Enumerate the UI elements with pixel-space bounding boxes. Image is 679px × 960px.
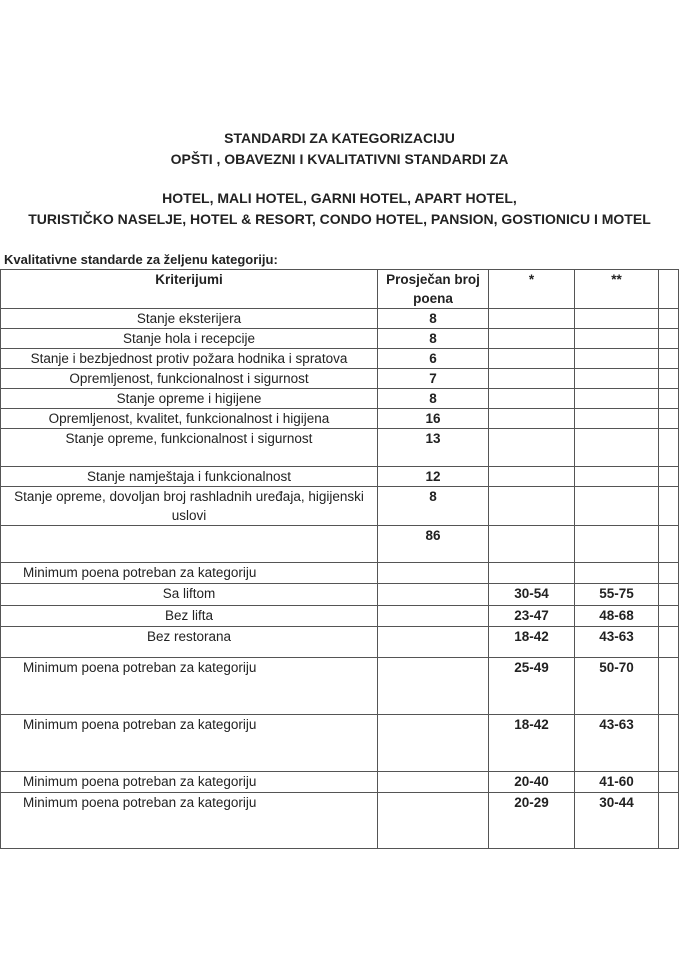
cell bbox=[489, 329, 575, 349]
cell bbox=[575, 309, 659, 329]
cell bbox=[378, 584, 489, 606]
avg-points: 16 bbox=[378, 409, 489, 429]
avg-points: 86 bbox=[378, 526, 489, 563]
doc-title-4: TURISTIČKO NASELJE, HOTEL & RESORT, CONDO HOTEL, PANSION, GOSTIONICU I MOTEL bbox=[28, 211, 651, 227]
header-two-star: ** bbox=[575, 270, 659, 309]
cell bbox=[659, 389, 679, 409]
cell bbox=[378, 772, 489, 793]
cell bbox=[378, 606, 489, 627]
cell bbox=[575, 409, 659, 429]
criterion: Opremljenost, kvalitet, funkcionalnost i higijena bbox=[1, 409, 378, 429]
cell bbox=[659, 309, 679, 329]
cell bbox=[378, 627, 489, 658]
min-criterion: Minimum poena potreban za kategoriju bbox=[1, 793, 378, 849]
criteria-table bbox=[0, 269, 679, 849]
table-row bbox=[1, 526, 679, 563]
table-row bbox=[1, 369, 679, 389]
one-star-range: 20-29 bbox=[489, 793, 575, 849]
one-star-range: 18-42 bbox=[489, 715, 575, 772]
table-row bbox=[1, 487, 679, 526]
avg-points: 13 bbox=[378, 429, 489, 467]
min-criterion: Bez lifta bbox=[1, 606, 378, 627]
cell bbox=[489, 409, 575, 429]
two-star-range: 41-60 bbox=[575, 772, 659, 793]
cell bbox=[575, 526, 659, 563]
cell bbox=[659, 329, 679, 349]
avg-points: 8 bbox=[378, 389, 489, 409]
cell bbox=[659, 349, 679, 369]
cell bbox=[378, 715, 489, 772]
cell bbox=[659, 793, 679, 849]
two-star-range bbox=[575, 563, 659, 584]
cell bbox=[659, 563, 679, 584]
two-star-range: 48-68 bbox=[575, 606, 659, 627]
min-criterion: Bez restorana bbox=[1, 627, 378, 658]
one-star-range: 23-47 bbox=[489, 606, 575, 627]
one-star-range: 18-42 bbox=[489, 627, 575, 658]
avg-points: 8 bbox=[378, 329, 489, 349]
cell bbox=[659, 627, 679, 658]
criterion: Stanje i bezbjednost protiv požara hodnika i spratova bbox=[1, 349, 378, 369]
two-star-range: 55-75 bbox=[575, 584, 659, 606]
table-header bbox=[1, 270, 679, 309]
criterion: Stanje eksterijera bbox=[1, 309, 378, 329]
cell bbox=[378, 658, 489, 715]
two-star-range: 43-63 bbox=[575, 627, 659, 658]
criterion: Stanje opreme, dovoljan broj rashladnih uređaja, higijenski uslovi bbox=[1, 487, 378, 526]
cell bbox=[575, 467, 659, 487]
cell bbox=[378, 793, 489, 849]
cell bbox=[575, 349, 659, 369]
one-star-range: 25-49 bbox=[489, 658, 575, 715]
min-points-row bbox=[1, 772, 679, 793]
min-criterion: Sa liftom bbox=[1, 584, 378, 606]
table-row bbox=[1, 429, 679, 467]
avg-points: 12 bbox=[378, 467, 489, 487]
avg-points: 8 bbox=[378, 309, 489, 329]
table-row bbox=[1, 389, 679, 409]
one-star-range: 30-54 bbox=[489, 584, 575, 606]
header-criteria: Kriterijumi bbox=[1, 270, 378, 309]
cell bbox=[575, 329, 659, 349]
avg-points: 7 bbox=[378, 369, 489, 389]
table-row bbox=[1, 349, 679, 369]
min-points-row bbox=[1, 715, 679, 772]
one-star-range: 20-40 bbox=[489, 772, 575, 793]
criterion: Opremljenost, funkcionalnost i sigurnost bbox=[1, 369, 378, 389]
min-points-row bbox=[1, 793, 679, 849]
doc-title-2: OPŠTI , OBAVEZNI I KVALITATIVNI STANDARDI ZA bbox=[170, 151, 509, 167]
cell bbox=[659, 715, 679, 772]
avg-points: 6 bbox=[378, 349, 489, 369]
header-avg-points: Prosječan broj poena bbox=[378, 270, 489, 309]
cell bbox=[575, 389, 659, 409]
table-row bbox=[1, 409, 679, 429]
cell bbox=[659, 606, 679, 627]
cell bbox=[489, 309, 575, 329]
cell bbox=[575, 369, 659, 389]
cell bbox=[489, 487, 575, 526]
table-row bbox=[1, 329, 679, 349]
doc-title-1: STANDARDI ZA KATEGORIZACIJU bbox=[224, 130, 455, 146]
two-star-range: 50-70 bbox=[575, 658, 659, 715]
cell bbox=[659, 409, 679, 429]
cell bbox=[659, 526, 679, 563]
min-points-row bbox=[1, 606, 679, 627]
min-criterion: Minimum poena potreban za kategoriju bbox=[1, 715, 378, 772]
cell bbox=[489, 369, 575, 389]
two-star-range: 43-63 bbox=[575, 715, 659, 772]
min-points-row bbox=[1, 627, 679, 658]
cell bbox=[659, 487, 679, 526]
cell bbox=[575, 487, 659, 526]
cell bbox=[489, 429, 575, 467]
cell bbox=[489, 526, 575, 563]
criterion: Stanje opreme, funkcionalnost i sigurnost bbox=[1, 429, 378, 467]
cell bbox=[378, 563, 489, 584]
header-more bbox=[659, 270, 679, 309]
cell bbox=[489, 389, 575, 409]
doc-title-3: HOTEL, MALI HOTEL, GARNI HOTEL, APART HOTEL, bbox=[162, 190, 517, 206]
one-star-range bbox=[489, 563, 575, 584]
min-points-row bbox=[1, 658, 679, 715]
two-star-range: 30-44 bbox=[575, 793, 659, 849]
cell bbox=[489, 349, 575, 369]
min-criterion: Minimum poena potreban za kategoriju bbox=[1, 772, 378, 793]
min-criterion: Minimum poena potreban za kategoriju bbox=[1, 658, 378, 715]
avg-points: 8 bbox=[378, 487, 489, 526]
min-criterion: Minimum poena potreban za kategoriju bbox=[1, 563, 378, 584]
cell bbox=[659, 467, 679, 487]
cell bbox=[489, 467, 575, 487]
min-points-row bbox=[1, 584, 679, 606]
cell bbox=[659, 429, 679, 467]
cell bbox=[659, 658, 679, 715]
table-row bbox=[1, 309, 679, 329]
cell bbox=[659, 369, 679, 389]
criterion: Stanje opreme i higijene bbox=[1, 389, 378, 409]
cell bbox=[575, 429, 659, 467]
criterion: Stanje hola i recepcije bbox=[1, 329, 378, 349]
cell bbox=[659, 584, 679, 606]
criterion: Stanje namještaja i funkcionalnost bbox=[1, 467, 378, 487]
cell bbox=[659, 772, 679, 793]
header-one-star: * bbox=[489, 270, 575, 309]
criterion bbox=[1, 526, 378, 563]
min-points-row bbox=[1, 563, 679, 584]
section-subtitle: Kvalitativne standarde za željenu kategoriju: bbox=[4, 252, 278, 267]
table-row bbox=[1, 467, 679, 487]
